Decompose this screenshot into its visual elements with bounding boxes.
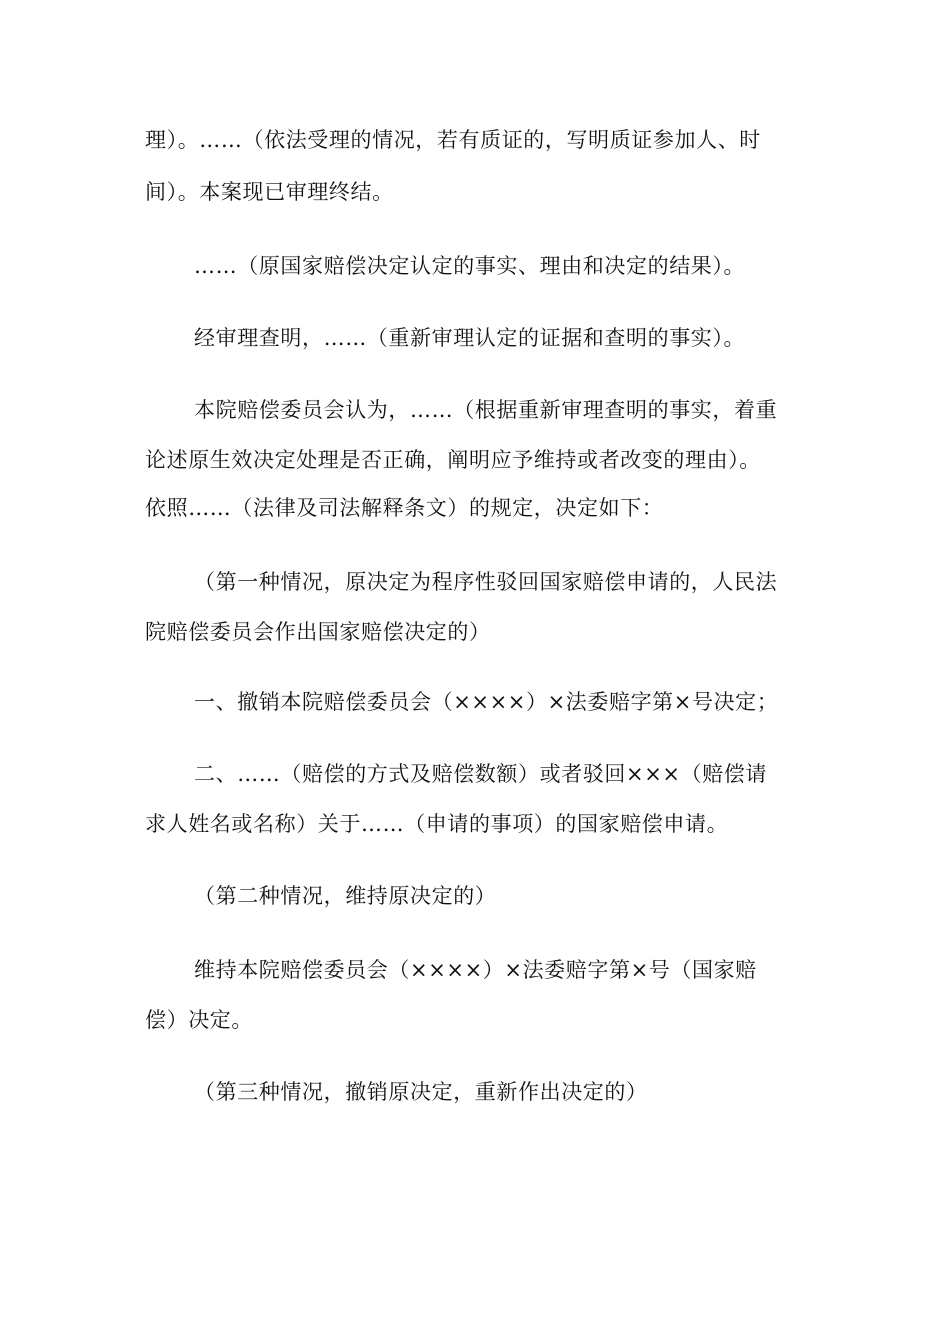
text-line: 二、……（赔偿的方式及赔偿数额）或者驳回×××（赔偿请 (194, 762, 767, 786)
text-line: 依照……（法律及司法解释条文）的规定，决定如下： (145, 496, 664, 520)
text-line: 论述原生效决定处理是否正确，阐明应予维持或者改变的理由）。 (145, 448, 761, 472)
text-line: 维持本院赔偿委员会（××××）×法委赔字第×号（国家赔 (194, 958, 757, 982)
text-line: 经审理查明，……（重新审理认定的证据和查明的事实）。 (194, 326, 746, 350)
text-line: （第三种情况，撤销原决定，重新作出决定的） (194, 1080, 648, 1104)
text-line: 本院赔偿委员会认为，……（根据重新审理查明的事实，着重 (194, 398, 778, 422)
text-line: 院赔偿委员会作出国家赔偿决定的） (145, 620, 491, 644)
text-line: （第二种情况，维持原决定的） (194, 884, 497, 908)
text-line: 间）。本案现已审理终结。 (145, 180, 394, 204)
text-line: 偿）决定。 (145, 1008, 253, 1032)
text-line: 求人姓名或名称）关于……（申请的事项）的国家赔偿申请。 (145, 812, 729, 836)
text-line: （第一种情况，原决定为程序性驳回国家赔偿申请的，人民法 (194, 570, 778, 594)
text-line: ……（原国家赔偿决定认定的事实、理由和决定的结果）。 (194, 254, 746, 278)
text-line: 理）。……（依法受理的情况，若有质证的，写明质证参加人、时 (145, 128, 761, 152)
text-line: 一、撤销本院赔偿委员会（××××）×法委赔字第×号决定； (194, 690, 779, 714)
